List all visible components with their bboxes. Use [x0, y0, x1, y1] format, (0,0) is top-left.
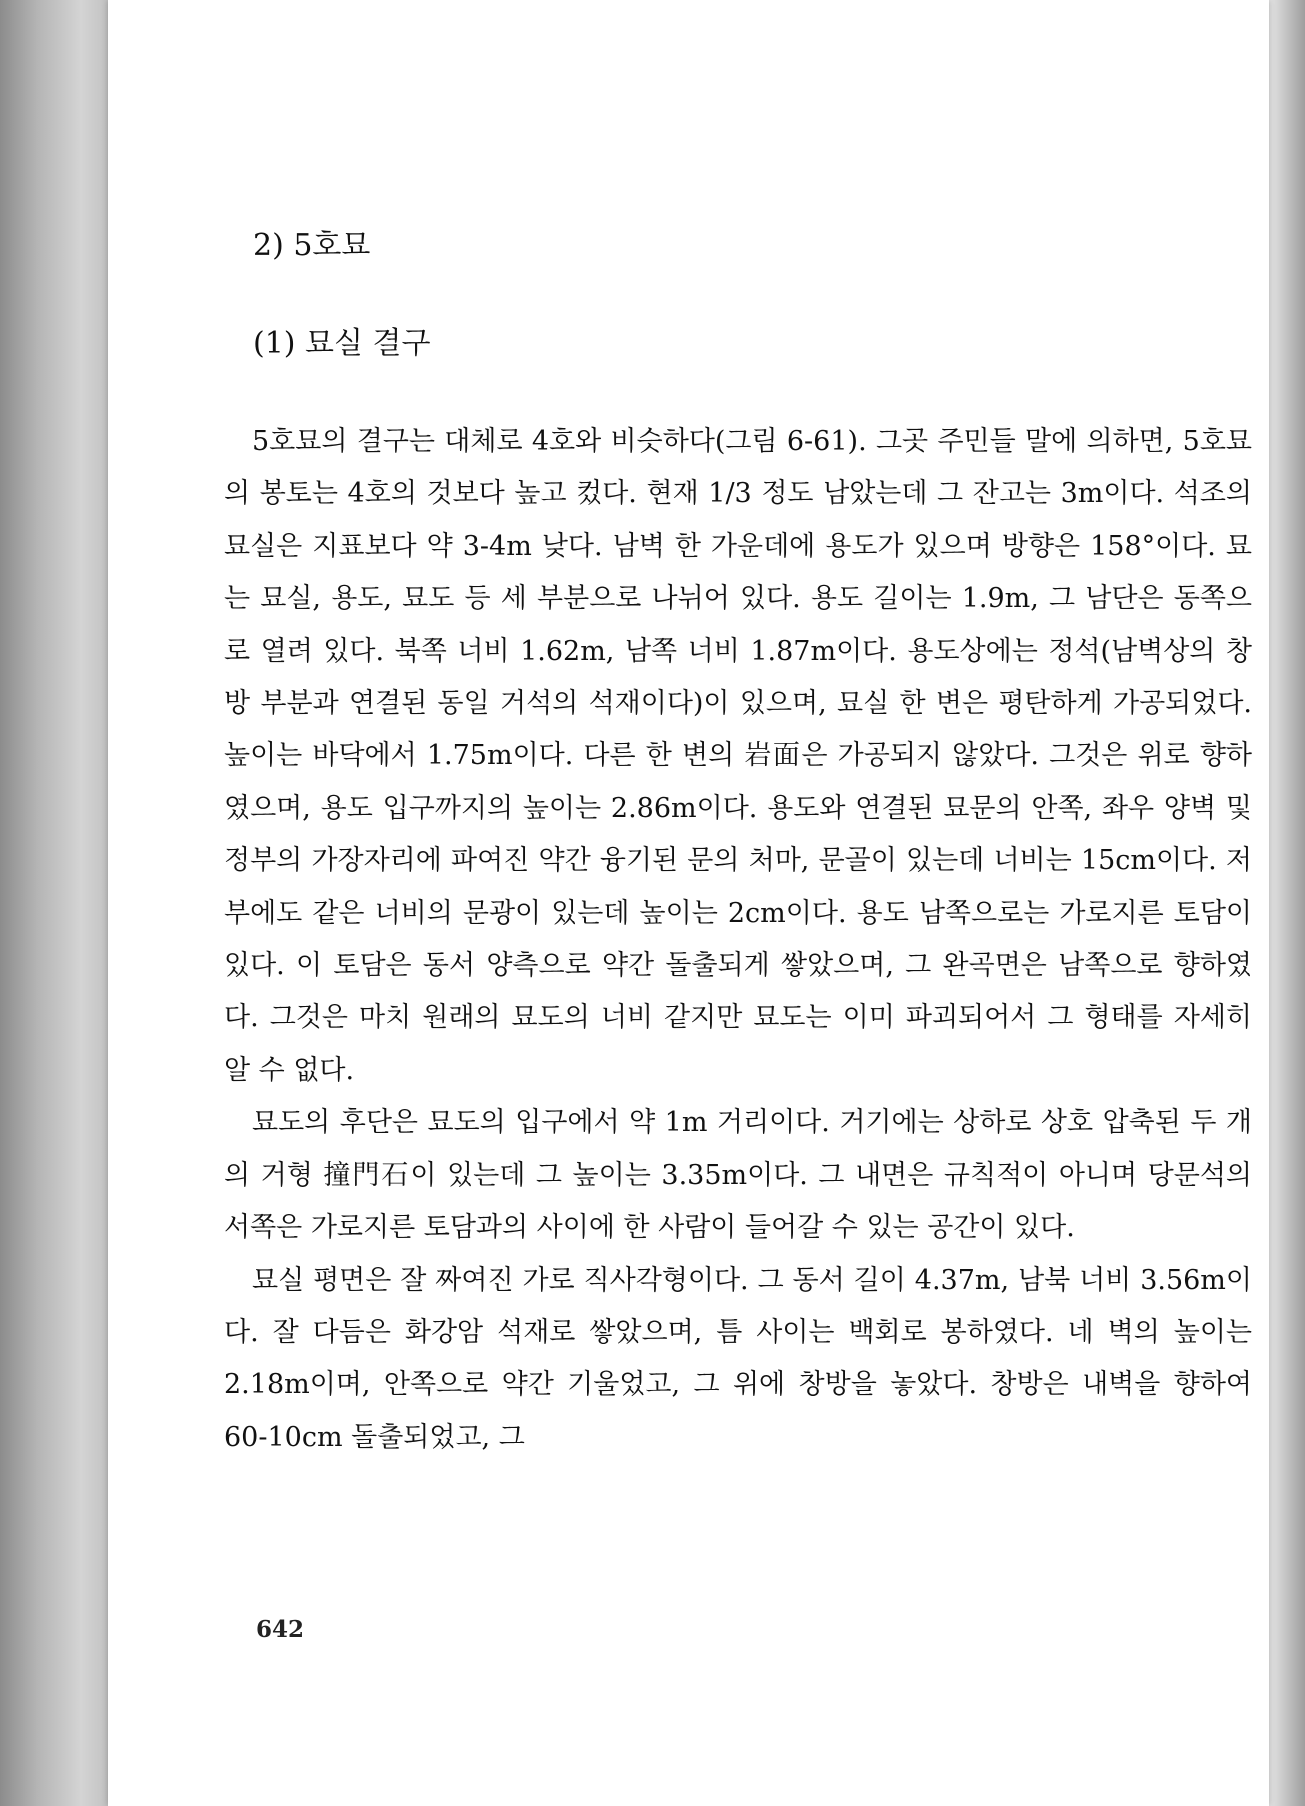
page-right-shadow: [1269, 0, 1305, 1806]
page-number: 642: [256, 1616, 305, 1643]
book-page-edge: [0, 0, 108, 1806]
paragraph: 묘실 평면은 잘 짜여진 가로 직사각형이다. 그 동서 길이 4.37m, 남북 너비 3.56m이다. 잘 다듬은 화강암 석재로 쌓았으며, 틈 사이는 백회로 봉하였다. 네 벽의 높이는 2.18m이며, 안쪽으로 약간 기울었고, 그 위에 창방을 놓았다. 창방은 내벽을 향하여 60-10cm 돌출되었고, 그: [224, 1264, 1252, 1453]
book-page: [108, 0, 1269, 1806]
paragraph: 5호묘의 결구는 대체로 4호와 비슷하다(그림 6-61). 그곳 주민들 말에 의하면, 5호묘의 봉토는 4호의 것보다 높고 컸다. 현재 1/3 정도 남았는데 그 잔고는 3m이다. 석조의 묘실은 지표보다 약 3-4m 낮다. 남벽 한 가운데에 용도가 있으며 방향은 158°이다. 묘는 묘실, 용도, 묘도 등 세 부분으로 나뉘어 있다. 용도 길이는 1.9m, 그 남단은 동쪽으로 열려 있다. 북쪽 너비 1.62m, 남쪽 너비 1.87m이다. 용도상에는 정석(남벽상의 창방 부분과 연결된 동일 거석의 석재이다)이 있으며, 묘실 한 변은 평탄하게 가공되었다. 높이는 바닥에서 1.75m이다. 다른 한 변의 岩面은 가공되지 않았다. 그것은 위로 향하였으며, 용도 입구까지의 높이는 2.86m이다. 용도와 연결된 묘문의 안쪽, 좌우 양벽 및 정부의 가장자리에 파여진 약간 융기된 문의 처마, 문골이 있는데 너비는 15cm이다. 저부에도 같은 너비의 문광이 있는데 높이는 2cm이다. 용도 남쪽으로는 가로지른 토담이 있다. 이 토담은 동서 양측으로 약간 돌출되게 쌓았으며, 그 완곡면은 남쪽으로 향하였다. 그것은 마치 원래의 묘도의 너비 같지만 묘도는 이미 파괴되어서 그 형태를 자세히 알 수 없다.: [224, 426, 1252, 1086]
body-text: [224, 416, 1252, 1464]
section-heading: 2) 5호묘: [253, 228, 371, 263]
paragraph: 묘도의 후단은 묘도의 입구에서 약 1m 거리이다. 거기에는 상하로 상호 압축된 두 개의 거형 撞門石이 있는데 그 높이는 3.35m이다. 그 내면은 규칙적이 아니며 당문석의 서쪽은 가로지른 토담과의 사이에 한 사람이 들어갈 수 있는 공간이 있다.: [224, 1107, 1252, 1244]
sub-heading: (1) 묘실 결구: [253, 326, 431, 361]
